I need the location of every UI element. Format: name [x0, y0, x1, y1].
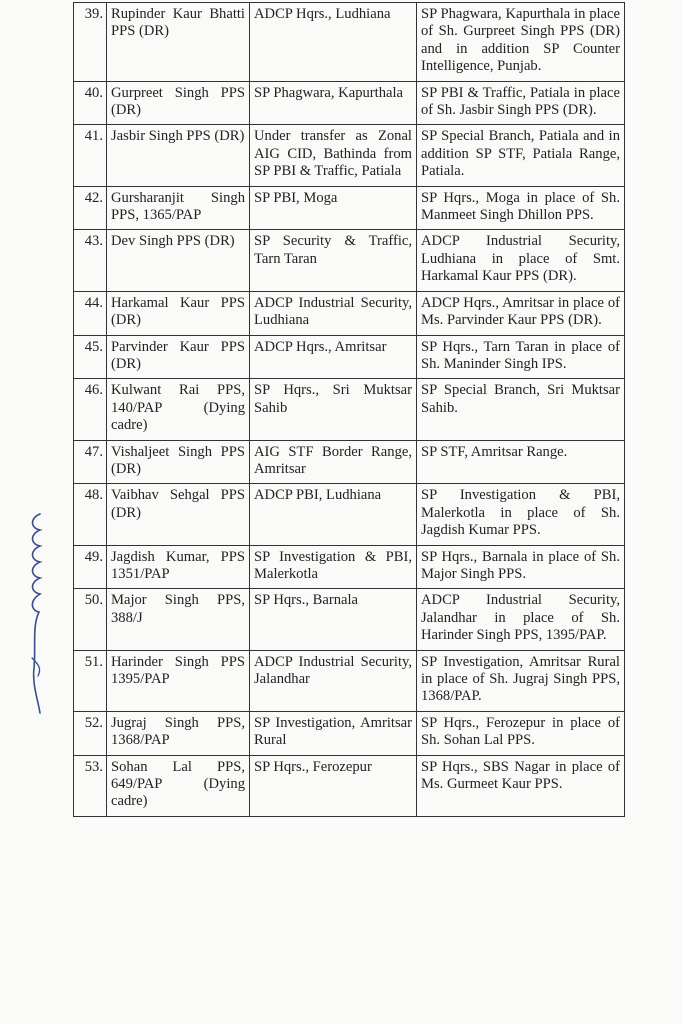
officer-name: Parvinder Kaur PPS (DR): [107, 335, 250, 379]
serial-number: 47.: [74, 440, 107, 484]
officer-name: Jugraj Singh PPS, 1368/PAP: [107, 711, 250, 755]
serial-number: 43.: [74, 230, 107, 291]
present-posting: ADCP Industrial Security, Jalandhar: [250, 650, 417, 711]
new-posting: SP Hqrs., Tarn Taran in place of Sh. Maninder Singh IPS.: [417, 335, 625, 379]
new-posting: SP Hqrs., Ferozepur in place of Sh. Sohan Lal PPS.: [417, 711, 625, 755]
serial-number: 51.: [74, 650, 107, 711]
present-posting: ADCP Industrial Security, Ludhiana: [250, 291, 417, 335]
table-row: [74, 711, 625, 755]
officer-name: Vishaljeet Singh PPS (DR): [107, 440, 250, 484]
serial-number: 48.: [74, 484, 107, 545]
new-posting: SP Special Branch, Sri Muktsar Sahib.: [417, 379, 625, 440]
present-posting: SP Hqrs., Barnala: [250, 589, 417, 650]
serial-number: 53.: [74, 755, 107, 816]
officer-name: Gursharanjit Singh PPS, 1365/PAP: [107, 186, 250, 230]
serial-number: 39.: [74, 3, 107, 82]
serial-number: 50.: [74, 589, 107, 650]
officer-name: Harkamal Kaur PPS (DR): [107, 291, 250, 335]
officer-name: Vaibhav Sehgal PPS (DR): [107, 484, 250, 545]
table-row: [74, 589, 625, 650]
officer-name: Major Singh PPS, 388/J: [107, 589, 250, 650]
officer-name: Jasbir Singh PPS (DR): [107, 125, 250, 186]
new-posting: SP Hqrs., Moga in place of Sh. Manmeet Singh Dhillon PPS.: [417, 186, 625, 230]
table-row: [74, 379, 625, 440]
table-row: [74, 125, 625, 186]
new-posting: ADCP Industrial Security, Ludhiana in place of Smt. Harkamal Kaur PPS (DR).: [417, 230, 625, 291]
serial-number: 41.: [74, 125, 107, 186]
serial-number: 49.: [74, 545, 107, 589]
officer-name: Kulwant Rai PPS, 140/PAP (Dying cadre): [107, 379, 250, 440]
present-posting: SP Investigation, Amritsar Rural: [250, 711, 417, 755]
present-posting: ADCP Hqrs., Ludhiana: [250, 3, 417, 82]
serial-number: 40.: [74, 81, 107, 125]
officer-name: Harinder Singh PPS 1395/PAP: [107, 650, 250, 711]
officer-name: Rupinder Kaur Bhatti PPS (DR): [107, 3, 250, 82]
serial-number: 45.: [74, 335, 107, 379]
present-posting: ADCP Hqrs., Amritsar: [250, 335, 417, 379]
table-row: [74, 650, 625, 711]
serial-number: 46.: [74, 379, 107, 440]
new-posting: SP Hqrs., Barnala in place of Sh. Major Singh PPS.: [417, 545, 625, 589]
handwritten-initials: [22, 508, 50, 718]
new-posting: SP Investigation & PBI, Malerkotla in place of Sh. Jagdish Kumar PPS.: [417, 484, 625, 545]
new-posting: SP PBI & Traffic, Patiala in place of Sh. Jasbir Singh PPS (DR).: [417, 81, 625, 125]
table-row: [74, 484, 625, 545]
present-posting: Under transfer as Zonal AIG CID, Bathinda from SP PBI & Traffic, Patiala: [250, 125, 417, 186]
serial-number: 52.: [74, 711, 107, 755]
present-posting: SP Security & Traffic, Tarn Taran: [250, 230, 417, 291]
table-row: [74, 230, 625, 291]
new-posting: SP Special Branch, Patiala and in addition SP STF, Patiala Range, Patiala.: [417, 125, 625, 186]
table-row: [74, 3, 625, 82]
officer-name: Sohan Lal PPS, 649/PAP (Dying cadre): [107, 755, 250, 816]
new-posting: ADCP Hqrs., Amritsar in place of Ms. Parvinder Kaur PPS (DR).: [417, 291, 625, 335]
table-row: [74, 81, 625, 125]
officer-name: Dev Singh PPS (DR): [107, 230, 250, 291]
transfer-postings-table: [73, 2, 625, 817]
present-posting: SP Hqrs., Ferozepur: [250, 755, 417, 816]
serial-number: 44.: [74, 291, 107, 335]
new-posting: SP STF, Amritsar Range.: [417, 440, 625, 484]
present-posting: AIG STF Border Range, Amritsar: [250, 440, 417, 484]
present-posting: SP Phagwara, Kapurthala: [250, 81, 417, 125]
present-posting: SP Investigation & PBI, Malerkotla: [250, 545, 417, 589]
present-posting: ADCP PBI, Ludhiana: [250, 484, 417, 545]
table-row: [74, 291, 625, 335]
officer-name: Gurpreet Singh PPS (DR): [107, 81, 250, 125]
serial-number: 42.: [74, 186, 107, 230]
new-posting: SP Investigation, Amritsar Rural in place of Sh. Jugraj Singh PPS, 1368/PAP.: [417, 650, 625, 711]
table-row: [74, 755, 625, 816]
table-row: [74, 440, 625, 484]
table-row: [74, 335, 625, 379]
officer-name: Jagdish Kumar, PPS 1351/PAP: [107, 545, 250, 589]
new-posting: ADCP Industrial Security, Jalandhar in place of Sh. Harinder Singh PPS, 1395/PAP.: [417, 589, 625, 650]
present-posting: SP Hqrs., Sri Muktsar Sahib: [250, 379, 417, 440]
table-row: [74, 186, 625, 230]
new-posting: SP Hqrs., SBS Nagar in place of Ms. Gurmeet Kaur PPS.: [417, 755, 625, 816]
new-posting: SP Phagwara, Kapurthala in place of Sh. Gurpreet Singh PPS (DR) and in addition SP Counter Intelligence, Punjab.: [417, 3, 625, 82]
table-row: [74, 545, 625, 589]
present-posting: SP PBI, Moga: [250, 186, 417, 230]
